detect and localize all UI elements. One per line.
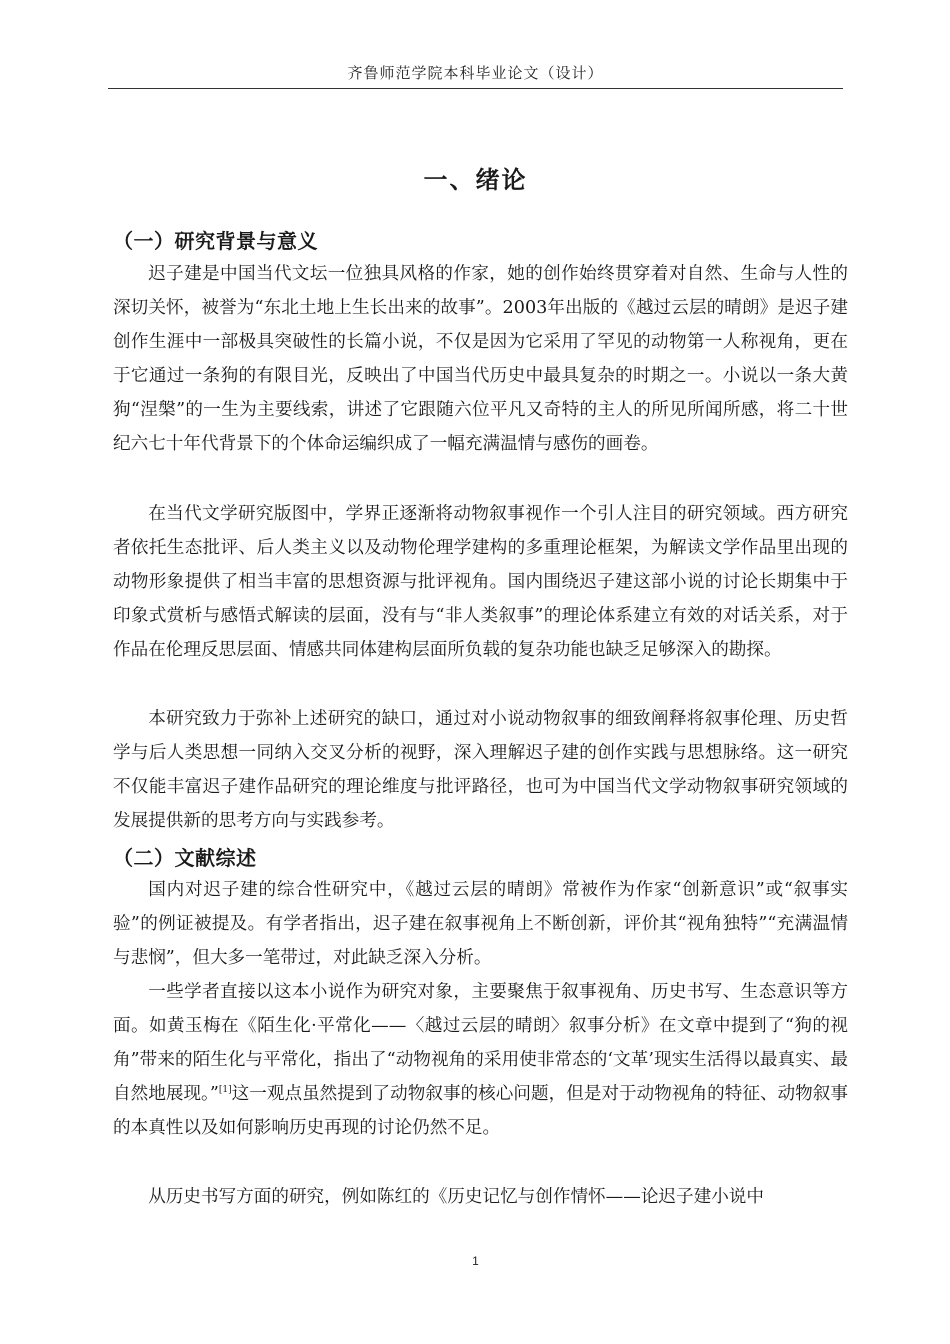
- header-divider: [108, 88, 843, 89]
- paragraph-text: 一些学者直接以这本小说作为研究对象，主要聚焦于叙事视角、历史书写、生态意识等方面。如黄玉梅在《陌生化·平常化——〈越过云层的晴朗〉叙事分析》在文章中提到了“狗的视角”带来的陌生化与平常化，指出了“动物视角的采用使非常态的‘文革’现实生活得以最真实、最自然地展现。”: [113, 982, 848, 1104]
- section-heading-background: （一）研究背景与意义: [113, 229, 318, 253]
- paragraph: 从历史书写方面的研究，例如陈红的《历史记忆与创作情怀——论迟子建小说中: [148, 1187, 764, 1207]
- paragraph: 在当代文学研究版图中，学界正逐渐将动物叙事视作一个引人注目的研究领域。西方研究者依托生态批评、后人类主义以及动物伦理学建构的多重理论框架，为解读文学作品里出现的动物形象提供了相当丰富的思想资源与批评视角。国内围绕迟子建这部小说的讨论长期集中于印象式赏析与感悟式解读的层面，没有与“非人类叙事”的理论体系建立有效的对话关系，对于作品在伦理反思层面、情感共同体建构层面所负载的复杂功能也缺乏足够深入的勘探。: [113, 504, 848, 660]
- chapter-title: 一、绪论: [423, 166, 528, 194]
- citation-marker[interactable]: [1]: [218, 1085, 232, 1095]
- paragraph-text: 这一观点虽然提到了动物叙事的核心问题，但是对于动物视角的特征、动物叙事的本真性以及如何影响历史再现的讨论仍然不足。: [113, 1084, 848, 1138]
- paragraph-with-citation: [113, 975, 848, 1145]
- paragraph: 国内对迟子建的综合性研究中，《越过云层的晴朗》常被作为作家“创新意识”或“叙事实验”的例证被提及。有学者指出，迟子建在叙事视角上不断创新，评价其“视角独特”“充满温情与悲悯”，但大多一笔带过，对此缺乏深入分析。: [113, 880, 848, 968]
- running-header: 齐鲁师范学院本科毕业论文（设计）: [347, 64, 604, 82]
- paragraph: 本研究致力于弥补上述研究的缺口，通过对小说动物叙事的细致阐释将叙事伦理、历史哲学与后人类思想一同纳入交叉分析的视野，深入理解迟子建的创作实践与思想脉络。这一研究不仅能丰富迟子建作品研究的理论维度与批评路径，也可为中国当代文学动物叙事研究领域的发展提供新的思考方向与实践参考。: [113, 709, 848, 831]
- paragraph: 迟子建是中国当代文坛一位独具风格的作家，她的创作始终贯穿着对自然、生命与人性的深切关怀，被誉为“东北土地上生长出来的故事”。2003年出版的《越过云层的晴朗》是迟子建创作生涯中一部极具突破性的长篇小说，不仅是因为它采用了罕见的动物第一人称视角，更在于它通过一条狗的有限目光，反映出了中国当代历史中最具复杂的时期之一。小说以一条大黄狗“涅槃”的一生为主要线索，讲述了它跟随六位平凡又奇特的主人的所见所闻所感，将二十世纪六七十年代背景下的个体命运编织成了一幅充满温情与感伤的画卷。: [113, 264, 848, 454]
- page-number: 1: [472, 1254, 479, 1268]
- section-heading-literature-review: （二）文献综述: [113, 846, 257, 870]
